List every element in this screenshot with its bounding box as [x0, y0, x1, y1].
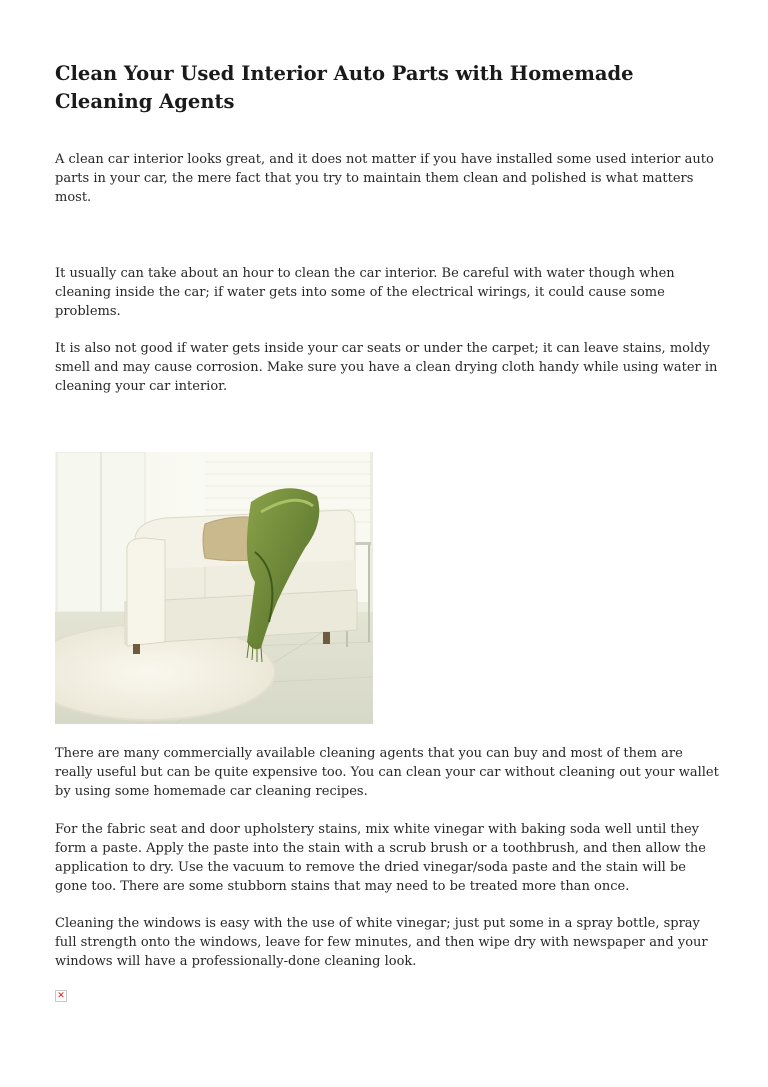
paragraph-water-warning: It is also not good if water gets inside your car seats or under the carpet; it can leave stains, moldy smell and may cause corrosion. Make sure you have a clean drying cloth handy while using water in cleaning your car interior. [55, 341, 718, 394]
paragraph-commercial-agents: There are many commercially available cleaning agents that you can buy and most of them are really useful but can be quite expensive too. You can clean your car without cleaning out your wallet by using some homemade car cleaning recipes. [55, 746, 719, 799]
living-room-sofa-photo [55, 452, 373, 724]
broken-image-icon: ✕ [55, 990, 67, 1002]
paragraph-upholstery-stains: For the fabric seat and door upholstery stains, mix white vinegar with baking soda well until they form a paste. Apply the paste into the stain with a scrub brush or a toothbrush, and then allow the application to dry. Use the vacuum to remove the dried vinegar/soda paste and the stain will be gone too. There are some stubborn stains that may need to be treated more than once. [55, 822, 706, 894]
paragraph-windows: Cleaning the windows is easy with the use of white vinegar; just put some in a spray bottle, spray full strength onto the windows, leave for few minutes, and then wipe dry with newspaper and your windows will have a professionally-done cleaning look. [55, 916, 708, 969]
article-title: Clean Your Used Interior Auto Parts with Homemade Cleaning Agents [55, 62, 634, 113]
paragraph-time: It usually can take about an hour to clean the car interior. Be careful with water though when cleaning inside the car; if water gets into some of the electrical wirings, it could cause some problems. [55, 266, 675, 319]
document-page [55, 60, 720, 1001]
paragraph-intro: A clean car interior looks great, and it does not matter if you have installed some used interior auto parts in your car, the mere fact that you try to maintain them clean and polished is what matters most. [55, 152, 714, 205]
